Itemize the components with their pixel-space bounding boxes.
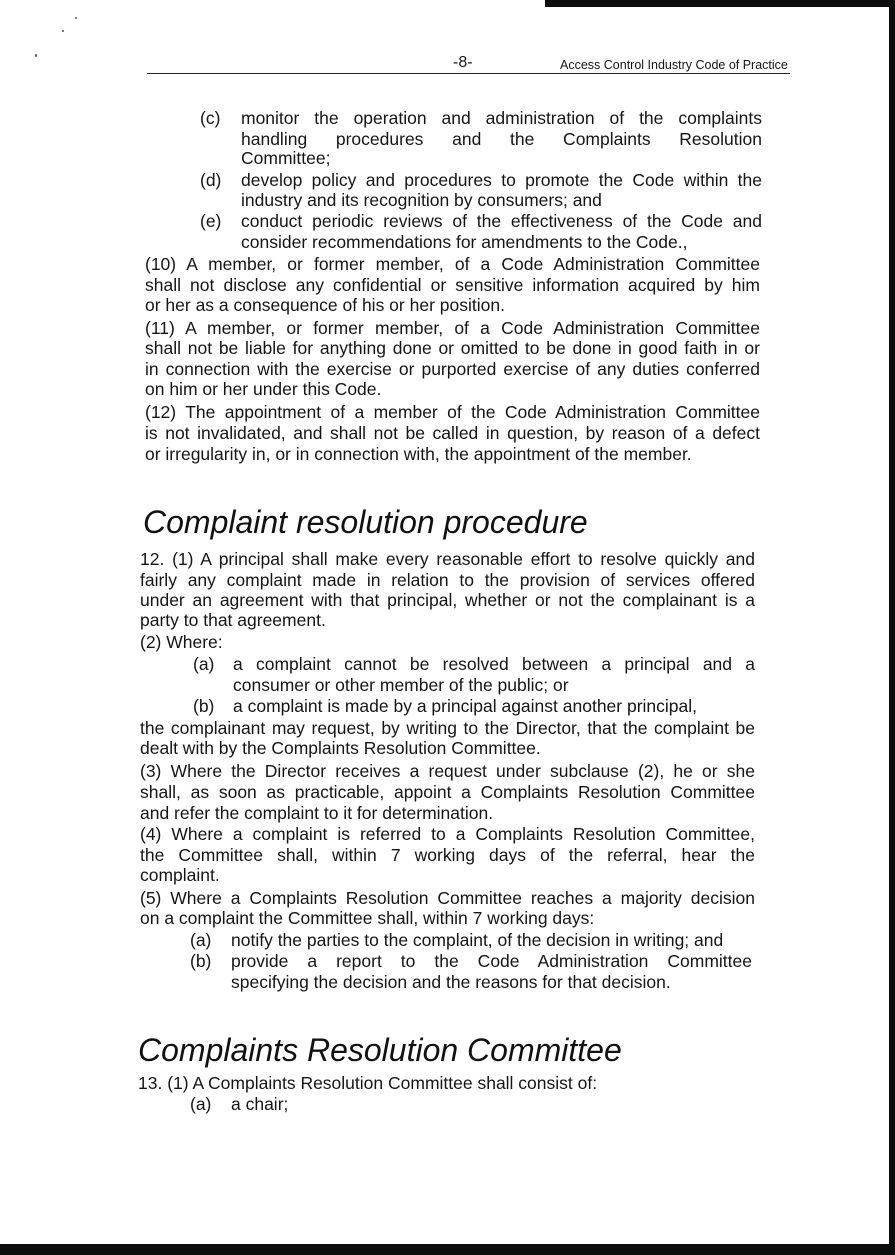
text-line: shall not disclose any confidential or sensitive information acquired by him <box>145 275 760 295</box>
text-line: the Committee shall, within 7 working days of the referral, hear the <box>140 845 755 865</box>
text-line: party to that agreement. <box>140 610 326 630</box>
item-label: (a) <box>190 930 212 950</box>
text-line: (5) Where a Complaints Resolution Committee reaches a majority decision <box>140 888 755 908</box>
item-label: (d) <box>200 170 222 190</box>
scan-speck <box>75 17 77 19</box>
text-line: Committee; <box>241 148 331 168</box>
section-heading-committee: Complaints Resolution Committee <box>138 1032 622 1068</box>
text-line: fairly any complaint made in relation to the provision of services offered <box>140 570 755 590</box>
text-line: (10) A member, or former member, of a Code Administration Committee <box>145 254 760 274</box>
text-line: shall, as soon as practicable, appoint a Complaints Resolution Committee <box>140 782 755 802</box>
text-line: a complaint is made by a principal against another principal, <box>233 696 698 716</box>
text-line: complaint. <box>140 865 220 885</box>
page-number: -8- <box>453 54 473 71</box>
text-line: (3) Where the Director receives a request under subclause (2), he or she <box>140 761 755 781</box>
text-line: a complaint cannot be resolved between a principal and a <box>233 654 755 674</box>
text-line: on a complaint the Committee shall, within 7 working days: <box>140 908 595 928</box>
text-line: under an agreement with that principal, whether or not the complainant is a <box>140 590 755 610</box>
text-line: (4) Where a complaint is referred to a Complaints Resolution Committee, <box>140 824 755 844</box>
text-line: consider recommendations for amendments to the Code., <box>241 232 688 252</box>
text-line: in connection with the exercise or purported exercise of any duties conferred <box>145 359 760 379</box>
text-line: dealt with by the Complaints Resolution Committee. <box>140 738 541 758</box>
text-line: handling procedures and the Complaints Resolution <box>241 129 762 149</box>
section-heading-complaint-resolution: Complaint resolution procedure <box>143 504 588 540</box>
header-rule <box>147 73 790 74</box>
item-label: (b) <box>190 951 212 971</box>
text-line: a chair; <box>231 1094 289 1114</box>
text-line: consumer or other member of the public; or <box>233 675 569 695</box>
item-label: (a) <box>193 654 215 674</box>
text-line: (12) The appointment of a member of the Code Administration Committee <box>145 402 760 422</box>
text-line: monitor the operation and administration of the complaints <box>241 108 762 128</box>
item-label: (a) <box>190 1094 212 1114</box>
scan-speck <box>35 54 37 57</box>
text-line: industry and its recognition by consumers; and <box>241 190 602 210</box>
text-line: provide a report to the Code Administration Committee <box>231 951 752 971</box>
text-line: develop policy and procedures to promote the Code within the <box>241 170 762 190</box>
text-line: or her as a consequence of his or her position. <box>145 295 505 315</box>
text-line: shall not be liable for anything done or omitted to be done in good faith in or <box>145 338 760 358</box>
text-line: conduct periodic reviews of the effectiveness of the Code and <box>241 211 762 231</box>
scan-border-bottom <box>0 1244 895 1255</box>
scan-border-right <box>889 0 895 1255</box>
text-line: is not invalidated, and shall not be called in question, by reason of a defect <box>145 423 760 443</box>
scan-speck <box>62 30 64 32</box>
item-label: (e) <box>200 211 222 231</box>
item-label: (c) <box>200 108 221 128</box>
text-line: specifying the decision and the reasons for that decision. <box>231 972 671 992</box>
text-line: or irregularity in, or in connection with, the appointment of the member. <box>145 444 692 464</box>
scan-border-top <box>545 0 895 7</box>
text-line: the complainant may request, by writing to the Director, that the complaint be <box>140 718 755 738</box>
text-line: 13. (1) A Complaints Resolution Committee shall consist of: <box>138 1073 598 1093</box>
text-line: (2) Where: <box>140 632 223 652</box>
text-line: (11) A member, or former member, of a Code Administration Committee <box>145 318 760 338</box>
running-title: Access Control Industry Code of Practice <box>560 58 788 72</box>
item-label: (b) <box>193 696 215 716</box>
text-line: notify the parties to the complaint, of the decision in writing; and <box>231 930 724 950</box>
text-line: 12. (1) A principal shall make every reasonable effort to resolve quickly and <box>140 549 755 569</box>
text-line: and refer the complaint to it for determination. <box>140 803 494 823</box>
text-line: on him or her under this Code. <box>145 379 382 399</box>
